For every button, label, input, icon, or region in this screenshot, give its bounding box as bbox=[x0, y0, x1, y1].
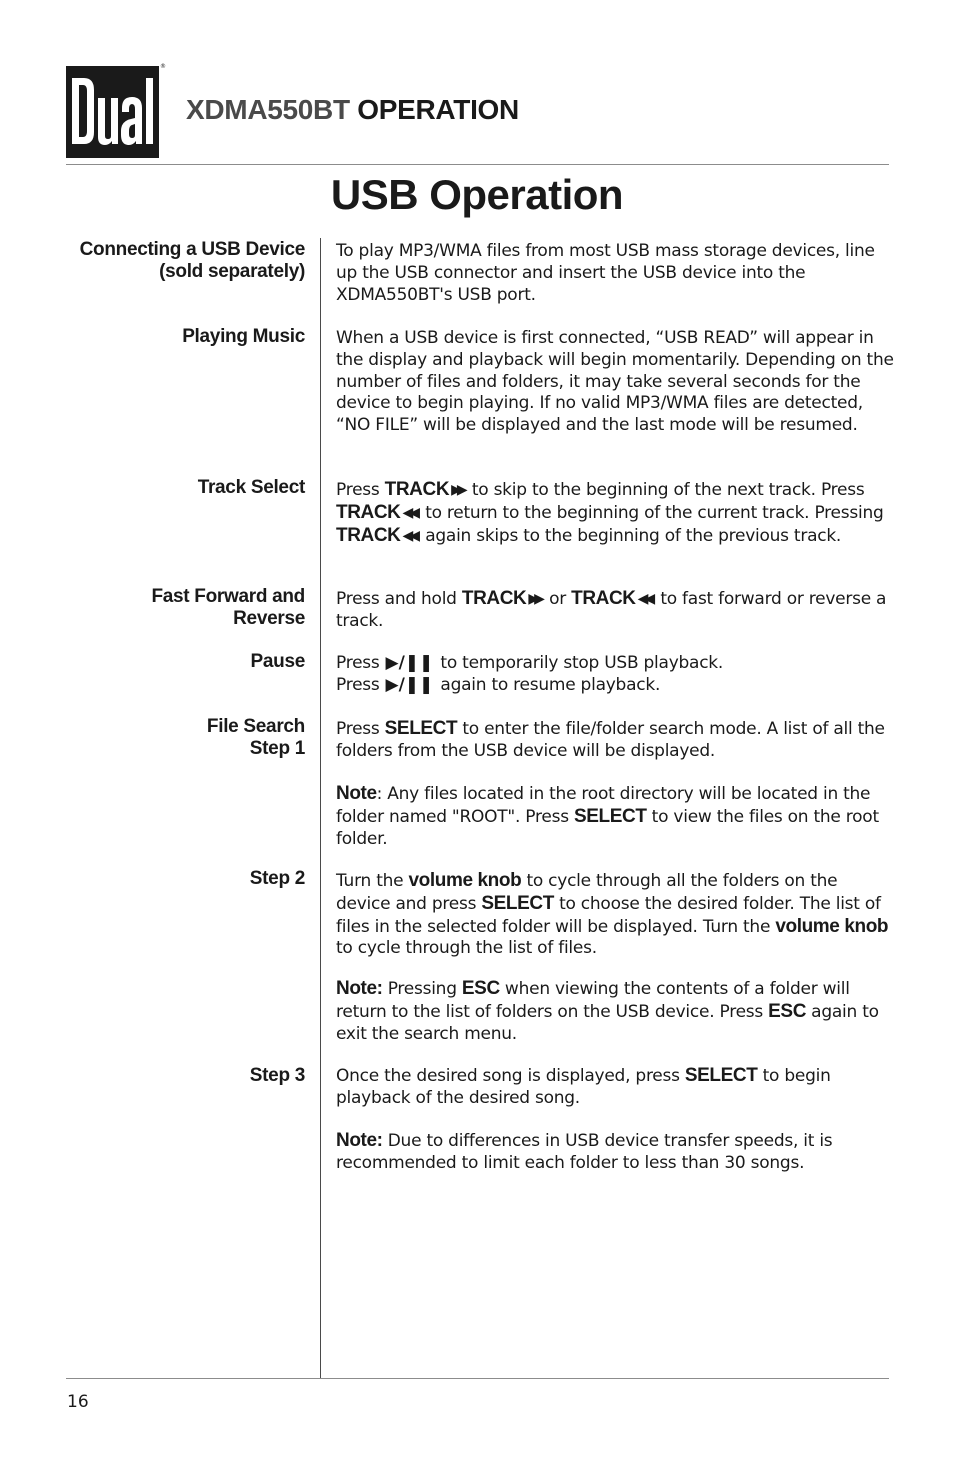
text-fragment: to choose the desired folder. The list of files in the selected folder will be displayed. Turn the bbox=[336, 893, 881, 937]
text-fragment: to cycle through all the folders on the device and press bbox=[336, 871, 838, 914]
text-fragment: or bbox=[543, 589, 572, 609]
track-button-ref: TRACK bbox=[461, 588, 527, 609]
label-connecting-line1: Connecting a USB Device bbox=[79, 239, 305, 260]
text-fast-forward bbox=[336, 588, 896, 633]
play-pause-icon: ▶/❚❚ bbox=[385, 674, 434, 695]
label-file-search-line1: File Search bbox=[206, 716, 305, 737]
select-button-ref: SELECT bbox=[481, 892, 554, 914]
note-step-2 bbox=[336, 978, 896, 1045]
text-step-2 bbox=[336, 870, 896, 960]
text-fragment: Press bbox=[336, 653, 380, 673]
dual-logo bbox=[66, 66, 159, 158]
track-button-ref: TRACK bbox=[336, 501, 401, 523]
track-button-ref: TRACK bbox=[571, 588, 636, 609]
text-fragment: Pressing bbox=[382, 979, 462, 999]
label-fast-forward-line1: Fast Forward and bbox=[151, 586, 305, 607]
text-fragment: to cycle through the list of files. bbox=[336, 938, 597, 959]
text-fragment: to begin playback of the desired song. bbox=[336, 1066, 831, 1108]
label-fast-forward-line2: Reverse bbox=[233, 608, 305, 629]
esc-button-ref: ESC bbox=[768, 1000, 807, 1022]
track-forward-icon: ▶▶ bbox=[528, 591, 540, 607]
text-playing-music: When a USB device is first connected, “USB READ” will appear in the display and playback will begin momentarily. Depending on the number of files and folders, it may take several seconds for the device to begin playing. If no valid MP3/WMA files are detected, “NO FILE” will be displayed and the last mode will be resumed. bbox=[336, 328, 894, 436]
text-step-3 bbox=[336, 1065, 896, 1110]
dual-logo-icon bbox=[66, 66, 159, 158]
bottom-divider bbox=[66, 1378, 889, 1379]
label-connecting bbox=[80, 239, 305, 283]
select-button-ref: SELECT bbox=[573, 805, 647, 827]
text-fragment: Once the desired song is displayed, press bbox=[336, 1066, 685, 1086]
label-playing-music: Playing Music bbox=[182, 326, 305, 347]
track-forward-icon: ▶▶ bbox=[451, 482, 463, 498]
volume-knob-ref: volume knob bbox=[775, 915, 889, 937]
text-file-search bbox=[336, 718, 896, 763]
text-fragment: again to exit the search menu. bbox=[336, 1001, 879, 1044]
track-back-icon: ◀◀ bbox=[637, 591, 652, 607]
top-divider bbox=[66, 164, 889, 165]
note-label: Note: bbox=[336, 1130, 383, 1151]
page-number: 16 bbox=[67, 1392, 89, 1412]
page-title: USB Operation bbox=[330, 171, 624, 218]
text-fragment: Press and hold bbox=[336, 589, 462, 609]
note-label: Note: bbox=[336, 978, 383, 999]
text-connecting: To play MP3/WMA files from most USB mass storage devices, line up the USB connector and insert the USB device into the XDMA550BT's USB port. bbox=[336, 241, 875, 305]
text-fragment: : Any files located in the root directory will be located in the folder named "ROOT". Press bbox=[336, 784, 871, 827]
label-pause: Pause bbox=[250, 651, 305, 672]
text-fragment: to view the files on the root folder. bbox=[336, 806, 879, 849]
text-fragment: again to resume playback. bbox=[435, 674, 661, 695]
text-fragment: to enter the file/folder search mode. A list of all the folders from the USB device will be displayed. bbox=[336, 719, 885, 761]
header-title bbox=[186, 92, 519, 128]
text-fragment: to return to the beginning of the current track. Pressing bbox=[420, 502, 884, 523]
esc-button-ref: ESC bbox=[461, 978, 500, 999]
label-fast-forward bbox=[151, 586, 305, 630]
note-step-3 bbox=[336, 1130, 896, 1175]
text-fragment: Press bbox=[336, 674, 380, 695]
text-fragment: when viewing the contents of a folder will return to the list of folders on the USB device. Press bbox=[336, 979, 850, 1022]
text-fragment: Due to differences in USB device transfer speeds, it is recommended to limit each folder to less than 30 songs. bbox=[336, 1131, 833, 1173]
column-divider bbox=[320, 238, 321, 1378]
text-fragment: Press bbox=[336, 719, 385, 739]
select-button-ref: SELECT bbox=[384, 718, 458, 739]
text-fragment: Turn the bbox=[336, 871, 409, 891]
note-label: Note bbox=[336, 783, 377, 804]
header-section: OPERATION bbox=[357, 94, 519, 125]
header-model: XDMA550BT bbox=[186, 94, 350, 125]
label-step-1: Step 1 bbox=[249, 738, 305, 759]
text-pause bbox=[336, 653, 896, 697]
track-button-ref: TRACK bbox=[336, 524, 401, 546]
label-step-3: Step 3 bbox=[249, 1065, 305, 1086]
track-button-ref: TRACK bbox=[384, 479, 450, 500]
text-pause-line2 bbox=[336, 675, 896, 697]
label-track-select: Track Select bbox=[197, 477, 305, 498]
play-pause-icon: ▶/❚❚ bbox=[385, 653, 434, 673]
select-button-ref: SELECT bbox=[684, 1065, 758, 1086]
label-connecting-line2: (sold separately) bbox=[159, 261, 305, 282]
text-fragment: Press bbox=[336, 480, 385, 500]
label-file-search bbox=[207, 716, 305, 760]
track-back-icon: ◀◀ bbox=[402, 527, 417, 544]
text-fragment: to temporarily stop USB playback. bbox=[435, 653, 724, 673]
text-track-select bbox=[336, 479, 896, 547]
registered-mark: ® bbox=[160, 63, 166, 70]
note-file-search bbox=[336, 783, 896, 850]
volume-knob-ref: volume knob bbox=[408, 870, 522, 891]
label-step-2: Step 2 bbox=[249, 868, 305, 889]
text-fragment: again skips to the beginning of the previous track. bbox=[420, 525, 842, 546]
text-fragment: to fast forward or reverse a track. bbox=[336, 589, 887, 631]
track-back-icon: ◀◀ bbox=[402, 504, 417, 521]
text-fragment: to skip to the beginning of the next track. Press bbox=[466, 480, 865, 500]
text-pause-line1 bbox=[336, 653, 896, 675]
